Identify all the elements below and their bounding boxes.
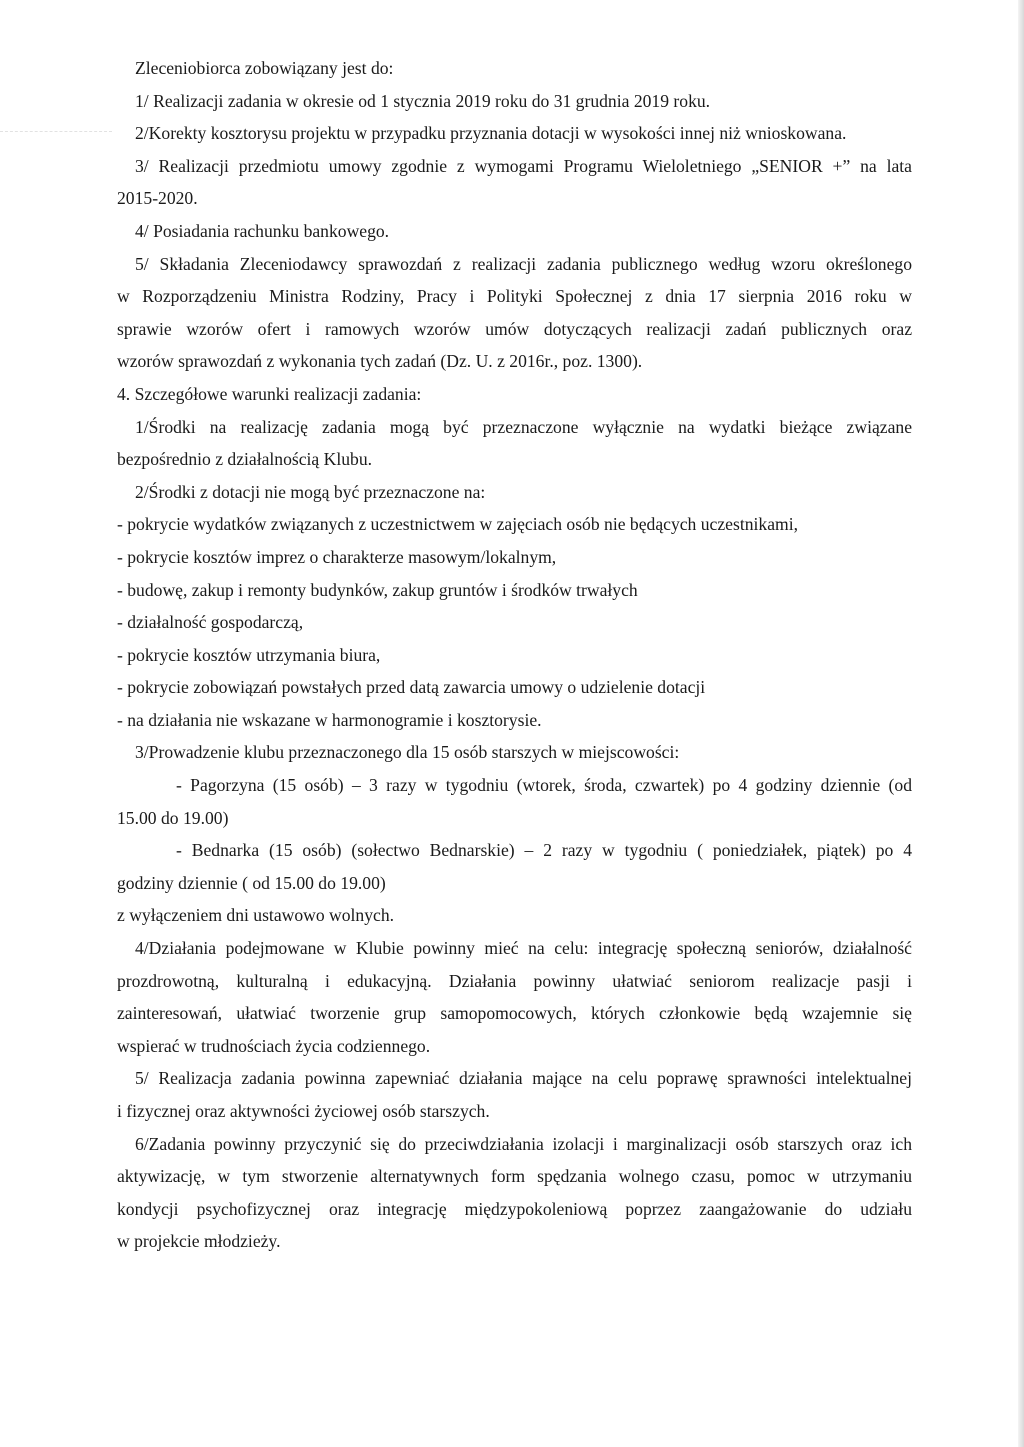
obligation-4: 4/ Posiadania rachunku bankowego. bbox=[135, 220, 390, 241]
section-4-heading: 4. Szczegółowe warunki realizacji zadania: bbox=[117, 383, 422, 404]
condition-5-cont: i fizycznej oraz aktywności życiowej osób starszych. bbox=[117, 1101, 490, 1121]
page-edge-shadow bbox=[1018, 0, 1024, 1447]
condition-5: 5/ Realizacja zadania powinna zapewniać działania mające na celu poprawę sprawności intelektualnej bbox=[135, 1068, 912, 1089]
condition-6-cont-3: w projekcie młodzieży. bbox=[117, 1231, 281, 1252]
exclusion-item: - pokrycie kosztów utrzymania biura, bbox=[117, 644, 381, 665]
condition-1: 1/Środki na realizację zadania mogą być przeznaczone wyłącznie na wydatki bieżące związane bbox=[135, 416, 912, 437]
obligation-2: 2/Korekty kosztorysu projektu w przypadku przyznania dotacji w wysokości innej niż wnioskowana. bbox=[135, 123, 847, 144]
obligation-5: 5/ Składania Zleceniodawcy sprawozdań z realizacji zadania publicznego według wzoru określonego bbox=[135, 253, 912, 274]
condition-4-cont-1: prozdrowotną, kulturalną i edukacyjną. Działania powinny ułatwiać seniorom realizacje pasji i bbox=[117, 970, 912, 991]
intro-line: Zleceniobiorca zobowiązany jest do: bbox=[135, 58, 394, 78]
condition-6-cont-1: aktywizację, w tym stworzenie alternatywnych form spędzania wolnego czasu, pomoc w utrzymaniu bbox=[117, 1166, 912, 1187]
obligation-5-cont-1: w Rozporządzeniu Ministra Rodziny, Pracy i Polityki Społecznej z dnia 17 sierpnia 2016 roku w bbox=[117, 286, 912, 307]
obligation-5-cont-3: wzorów sprawozdań z wykonania tych zadań (Dz. U. z 2016r., poz. 1300). bbox=[117, 351, 643, 372]
condition-6-cont-2: kondycji psychofizycznej oraz integrację międzypokoleniową poprzez zaangażowanie do udziału bbox=[117, 1198, 912, 1219]
condition-4-cont-3: wspierać w trudnościach życia codziennego. bbox=[117, 1035, 431, 1056]
exclusion-item: - działalność gospodarczą, bbox=[117, 612, 304, 633]
exclusion-item: - na działania nie wskazane w harmonogramie i kosztorysie. bbox=[117, 709, 542, 730]
obligation-3: 3/ Realizacji przedmiotu umowy zgodnie z wymogami Programu Wieloletniego „SENIOR +” na lata bbox=[135, 155, 912, 176]
condition-4: 4/Działania podejmowane w Klubie powinny mieć na celu: integrację społeczną seniorów, działalność bbox=[135, 938, 912, 959]
condition-2: 2/Środki z dotacji nie mogą być przeznaczone na: bbox=[135, 481, 486, 502]
condition-6: 6/Zadania powinny przyczynić się do przeciwdziałania izolacji i marginalizacji osób starszych oraz ich bbox=[135, 1133, 912, 1154]
location-pagorzyna: - Pagorzyna (15 osób) – 3 razy w tygodniu (wtorek, środa, czwartek) po 4 godziny dziennie (od bbox=[176, 775, 912, 796]
scan-artifact-line bbox=[0, 131, 112, 132]
condition-3: 3/Prowadzenie klubu przeznaczonego dla 15 osób starszych w miejscowości: bbox=[135, 742, 680, 763]
location-bednarka: - Bednarka (15 osób) (sołectwo Bednarskie) – 2 razy w tygodniu ( poniedziałek, piątek) po 4 bbox=[176, 840, 912, 861]
document-body bbox=[117, 52, 912, 1258]
obligation-1: 1/ Realizacji zadania w okresie od 1 stycznia 2019 roku do 31 grudnia 2019 roku. bbox=[135, 90, 711, 111]
exclusion-item: - pokrycie wydatków związanych z uczestnictwem w zajęciach osób nie będących uczestnikami, bbox=[117, 514, 798, 535]
condition-4-cont-2: zainteresowań, ułatwiać tworzenie grup samopomocowych, których członkowie będą wzajemnie się bbox=[117, 1003, 912, 1024]
location-bednarka-cont: godziny dziennie ( od 15.00 do 19.00) bbox=[117, 872, 386, 893]
condition-1-cont: bezpośrednio z działalnością Klubu. bbox=[117, 449, 373, 470]
obligation-3-cont: 2015-2020. bbox=[117, 188, 198, 209]
exclusion-item: - budowę, zakup i remonty budynków, zakup gruntów i środków trwałych bbox=[117, 579, 638, 600]
obligation-5-cont-2: sprawie wzorów ofert i ramowych wzorów umów dotyczących realizacji zadań publicznych oraz bbox=[117, 318, 912, 339]
exclusion-item: - pokrycie zobowiązań powstałych przed datą zawarcia umowy o udzielenie dotacji bbox=[117, 677, 706, 698]
exclusion-item: - pokrycie kosztów imprez o charakterze masowym/lokalnym, bbox=[117, 546, 557, 567]
holidays-exclusion: z wyłączeniem dni ustawowo wolnych. bbox=[117, 905, 395, 926]
location-pagorzyna-cont: 15.00 do 19.00) bbox=[117, 807, 229, 828]
